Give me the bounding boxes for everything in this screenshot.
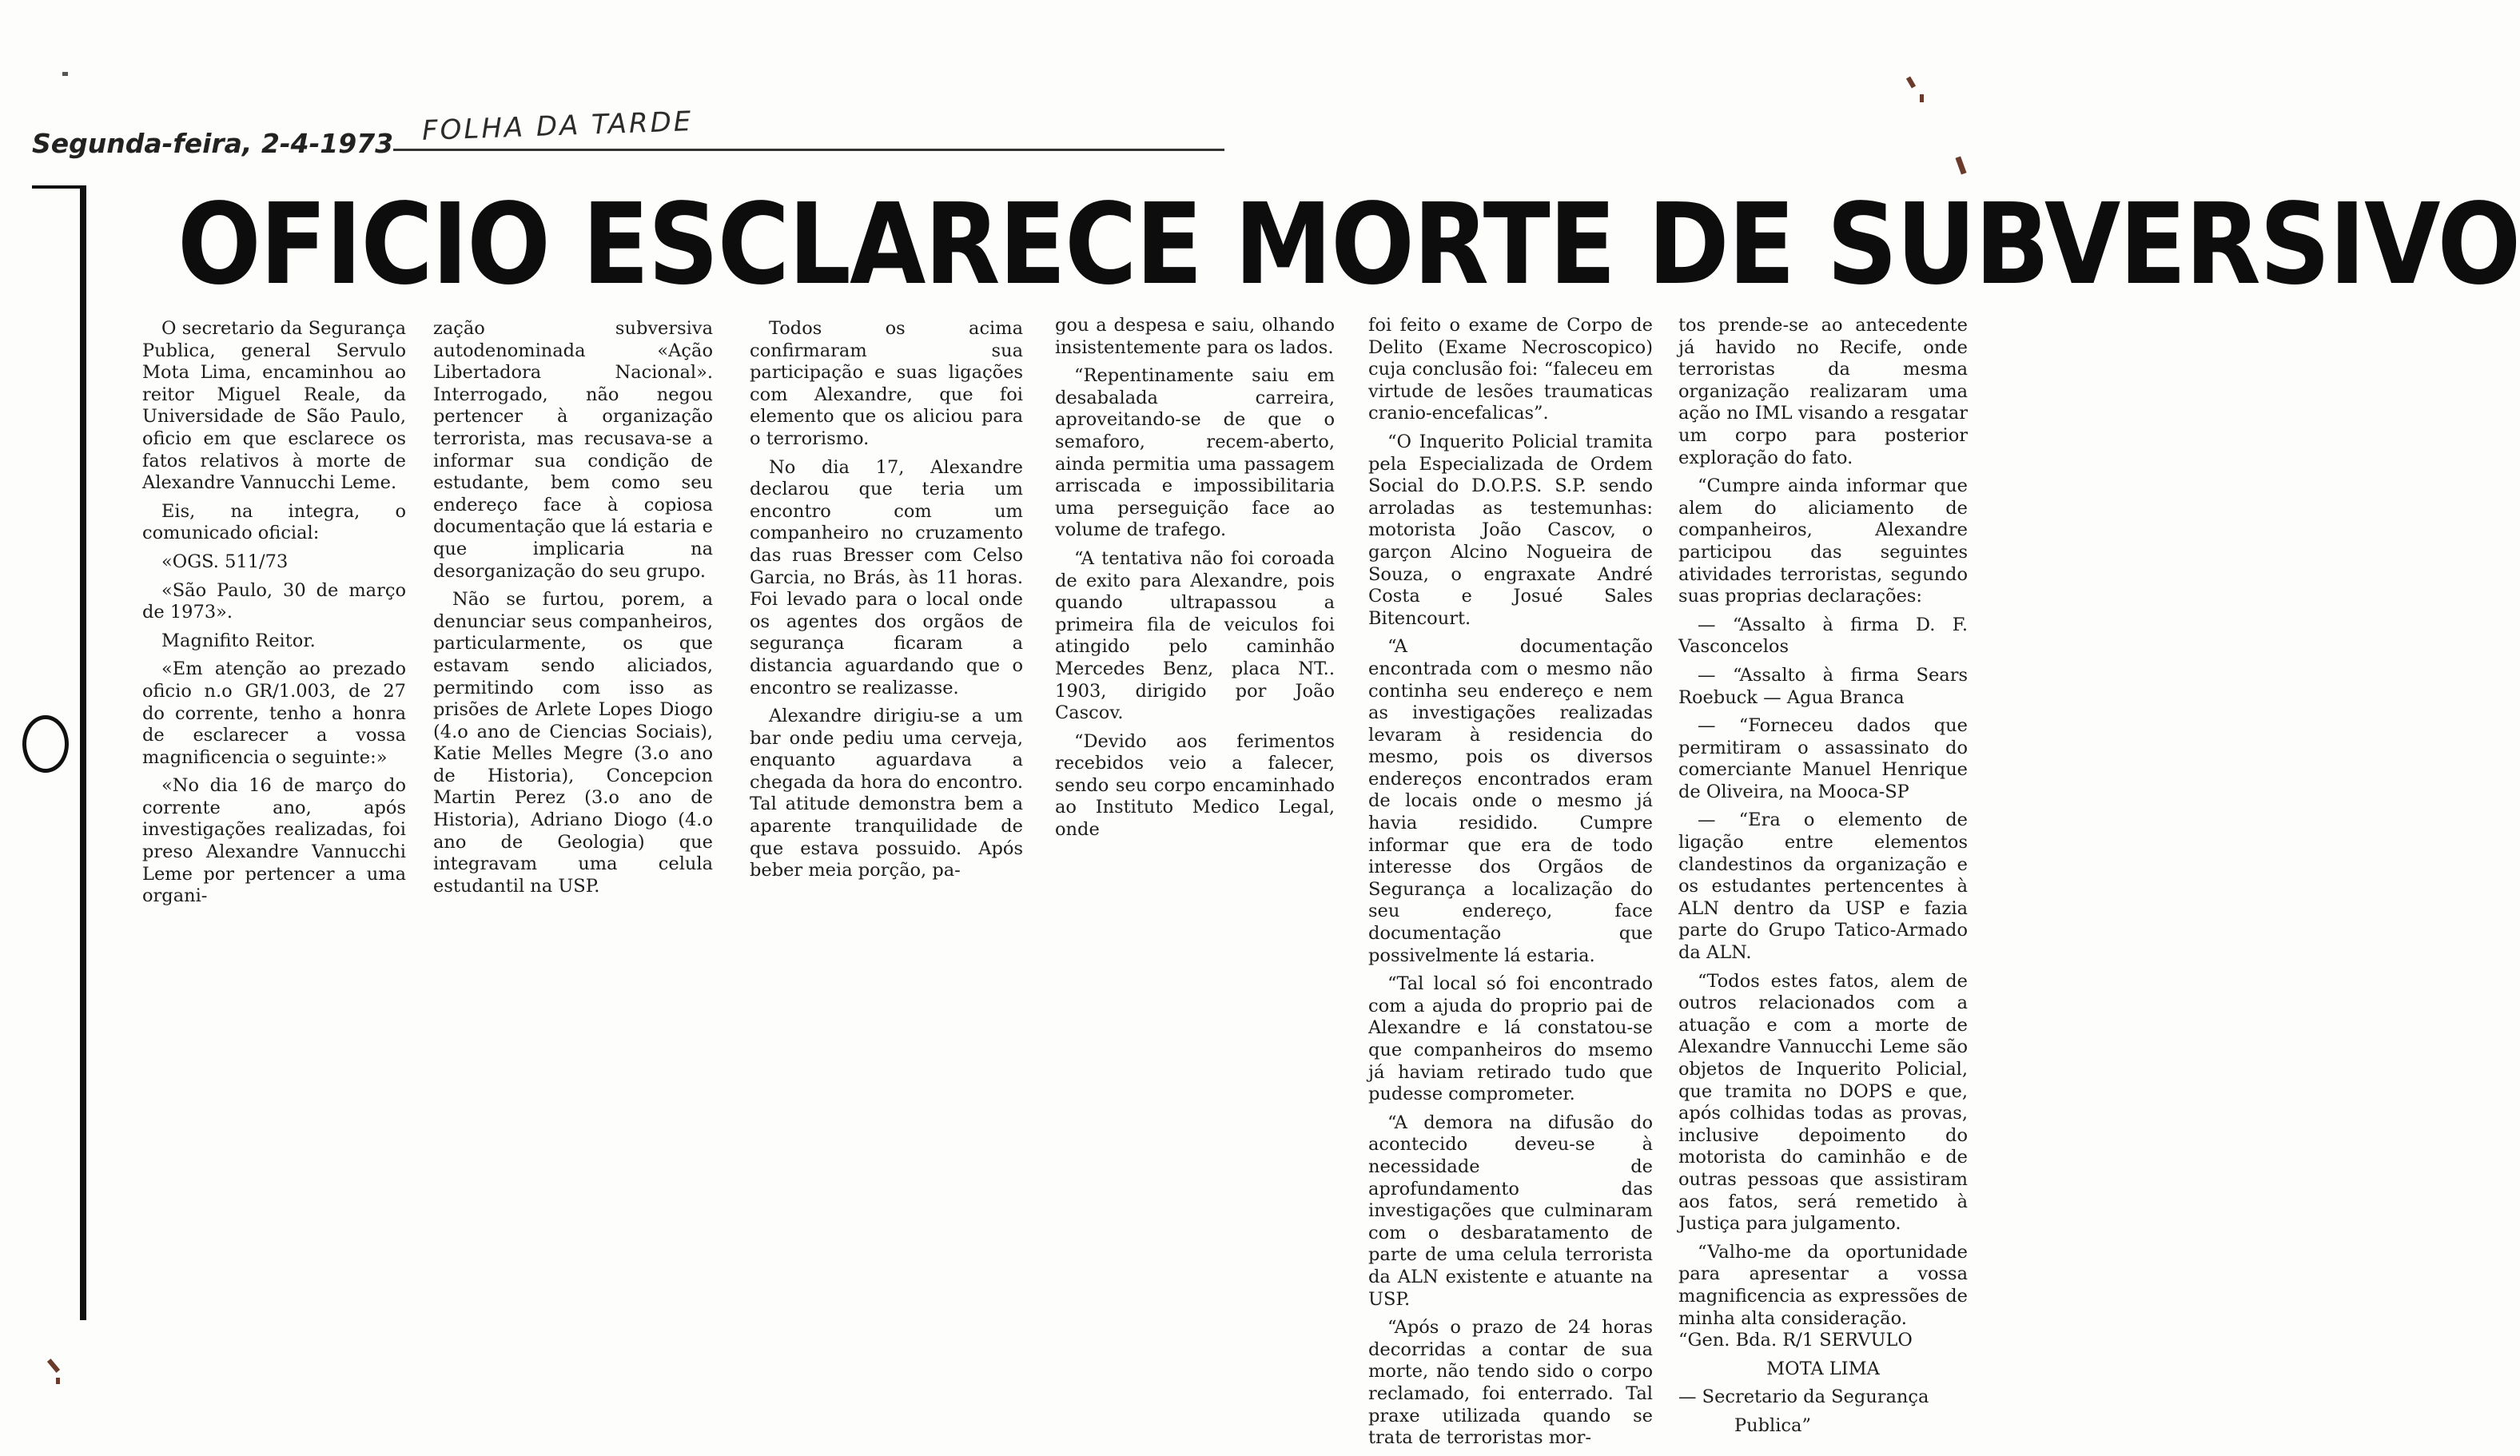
paragraph: “Todos estes fatos, alem de outros relacionados com a atuação e com a morte de Alexandre Vannucchi Leme são objetos de Inquerito Policial, que tramita no DOPS e que, após colhidas todas as provas, inclusive depoimento do motorista do caminhão e de outras pessoas que assistiram aos fatos, será remetido à Justiça para julgamento. <box>1678 970 1968 1235</box>
paragraph: — “Assalto à firma Sears Roebuck — Agua Branca <box>1678 664 1968 708</box>
article-column-2 <box>433 318 713 897</box>
punch-hole <box>22 715 69 773</box>
paragraph: tos prende-se ao antecedente já havido no Recife, onde terroristas da mesma organização realizaram uma ação no IML visando a resgatar um corpo para posterior exploração do fato. <box>1678 315 1968 468</box>
paragraph: “Após o prazo de 24 horas decorridas a contar de sua morte, não tendo sido o corpo reclamado, foi enterrado. Tal praxe utilizada quando se trata de terroristas mor- <box>1368 1317 1653 1449</box>
paragraph: “Cumpre ainda informar que alem do aliciamento de companheiros, Alexandre participou das seguintes atividades terroristas, segundo suas proprias declarações: <box>1678 475 1968 607</box>
paragraph: — “Assalto à firma D. F. Vasconcelos <box>1678 614 1968 658</box>
paragraph: No dia 17, Alexandre declarou que teria um encontro com um companheiro no cruzamento das ruas Bresser com Celso Garcia, no Brás, às 11 horas. Foi levado para o local onde os agentes dos orgãos de segurança ficaram a distancia aguardando que o encontro se realizasse. <box>750 456 1023 698</box>
paragraph: «Em atenção ao prezado oficio n.o GR/1.003, de 27 do corrente, tenho a honra de esclarecer a vossa magnificencia o seguinte:» <box>142 658 406 768</box>
scan-speck <box>1920 94 1924 102</box>
paragraph: “O Inquerito Policial tramita pela Especializada de Ordem Social do D.O.P.S. S.P. sendo arroladas as testemunhas: motorista João Cascov, o garçon Alcino Nogueira de Souza, o engraxate André Costa e Josué Sales Bitencourt. <box>1368 431 1653 629</box>
paragraph: Não se furtou, porem, a denunciar seus companheiros, particularmente, os que estavam sendo aliciados, permitindo com isso as prisões de Arlete Lopes Diogo (4.o ano de Ciencias Sociais), Katie Melles Megre (3.o ano de Historia), Concepcion Martin Perez (3.o ano de Historia), Adriano Diogo (4.o ano de Geologia) que integravam uma celula estudantil na USP. <box>433 589 713 897</box>
paragraph: «OGS. 511/73 <box>161 551 289 572</box>
scan-speck <box>1906 76 1916 88</box>
dateline-rule <box>393 149 1224 151</box>
paragraph: foi feito o exame de Corpo de Delito (Exame Necroscopico) cuja conclusão foi: “faleceu em virtude de lesões traumaticas cranio-encefalicas”. <box>1368 315 1653 424</box>
scan-speck <box>56 1378 60 1384</box>
paragraph: “Devido aos ferimentos recebidos veio a falecer, sendo seu corpo encaminhado ao Instituto Medico Legal, onde <box>1055 730 1335 841</box>
signature-line: “Gen. Bda. R/1 SERVULO <box>1678 1330 1913 1351</box>
paragraph: Alexandre dirigiu-se a um bar onde pediu uma cerveja, enquanto aguardava a chegada da hora do encontro. Tal atitude demonstra bem a aparente tranquilidade de que estava possuido. Após beber meia porção, pa- <box>750 706 1023 881</box>
signature-line: MOTA LIMA <box>1766 1358 1880 1379</box>
scan-speck <box>47 1359 60 1373</box>
article-column-5 <box>1368 315 1653 1450</box>
article-column-6 <box>1678 315 1968 1438</box>
paragraph: — “Era o elemento de ligação entre elementos clandestinos da organização e os estudantes pertencentes à ALN dentro da USP e fazia parte do Grupo Tatico-Armado da ALN. <box>1678 810 1968 964</box>
paragraph: O secretario da Segurança Publica, general Servulo Mota Lima, encaminhou ao reitor Miguel Reale, da Universidade de São Paulo, oficio em que esclarece os fatos relativos à morte de Alexandre Vannucchi Leme. <box>142 318 406 494</box>
clipping-border-left <box>80 185 86 1320</box>
scan-speck <box>1955 156 1966 174</box>
article-column-1 <box>142 318 406 908</box>
paragraph: «São Paulo, 30 de março de 1973». <box>142 579 406 623</box>
paragraph: «No dia 16 de março do corrente ano, após investigações realizadas, foi preso Alexandre Vannucchi Leme por pertencer a uma organi- <box>142 775 406 907</box>
paragraph: — “Forneceu dados que permitiram o assassinato do comerciante Manuel Henrique de Oliveira, na Mooca-SP <box>1678 715 1968 802</box>
signature-block <box>1678 1330 1968 1437</box>
headline: OFICIO ESCLARECE MORTE DE SUBVERSIVO <box>177 180 2520 310</box>
paragraph: “A demora na difusão do acontecido deveu-se à necessidade de aprofundamento das investigações que culminaram com o desbaratamento de parte de uma celula terrorista da ALN existente e atuante na USP. <box>1368 1112 1653 1310</box>
paragraph: Eis, na integra, o comunicado oficial: <box>142 500 406 544</box>
signature-line: Publica” <box>1734 1414 1811 1436</box>
paragraph: “Valho-me da oportunidade para apresentar a vossa magnificencia as expressões de minha alta consideração. <box>1678 1241 1968 1329</box>
paragraph: Todos os acima confirmaram sua participação e suas ligações com Alexandre, que foi elemento que os aliciou para o terrorismo. <box>750 318 1023 449</box>
signature-line: — Secretario da Segurança <box>1678 1386 1929 1408</box>
dateline: Segunda-feira, 2-4-1973 <box>32 128 394 159</box>
clipping-border-top <box>32 185 84 189</box>
paragraph: “A documentação encontrada com o mesmo não continha seu endereço e nem as investigações realizadas levaram à residencia do mesmo, pois os diversos endereços encontrados eram de locais onde o mesmo já havia residido. Cumpre informar que era de todo interesse dos Orgãos de Segurança a localização do seu endereço, face documentação que possivelmente lá estaria. <box>1368 636 1653 966</box>
handwritten-source-note: FOLHA DA TARDE <box>421 105 694 147</box>
scan-speck <box>62 72 68 76</box>
article-column-4 <box>1055 315 1335 841</box>
paragraph: zação subversiva autodenominada «Ação Libertadora Nacional». Interrogado, não negou pertencer à organização terrorista, mas recusava-se a informar sua condição de estudante, bem como seu endereço face à copiosa documentação que lá estaria e que implicaria na desorganização do seu grupo. <box>433 318 713 582</box>
paragraph: Magnifito Reitor. <box>161 630 316 651</box>
paragraph: “Repentinamente saiu em desabalada carreira, aproveitando-se de que o semaforo, recem-aberto, ainda permitia uma passagem arriscada e impossibilitaria uma perseguição face ao volume de trafego. <box>1055 365 1335 541</box>
article-column-3 <box>750 318 1023 882</box>
paragraph: gou a despesa e saiu, olhando insistentemente para os lados. <box>1055 315 1335 358</box>
paragraph: “Tal local só foi encontrado com a ajuda do proprio pai de Alexandre e lá constatou-se que companheiros do msemo já haviam retirado tudo que pudesse comprometer. <box>1368 973 1653 1105</box>
paragraph: “A tentativa não foi coroada de exito para Alexandre, pois quando ultrapassou a primeira fila de veiculos foi atingido pelo caminhão Mercedes Benz, placa NT.. 1903, dirigido por João Cascov. <box>1055 547 1335 724</box>
